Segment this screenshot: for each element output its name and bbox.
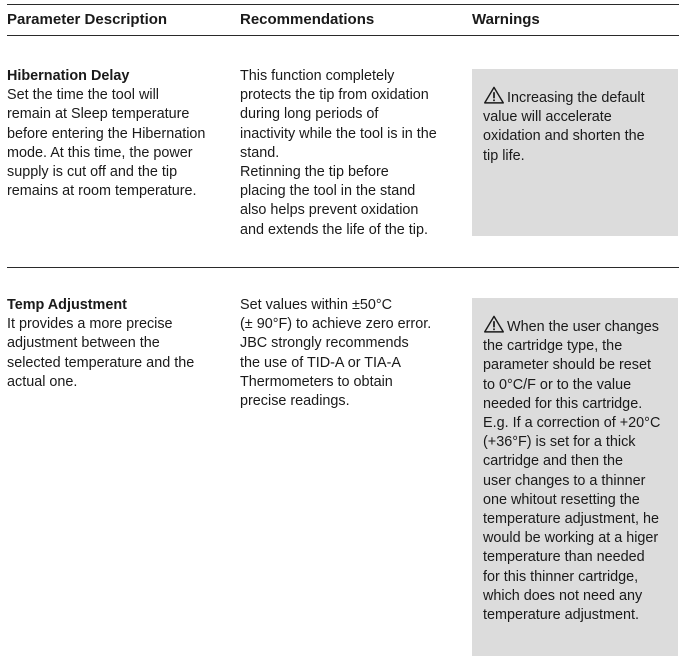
description-line: remain at Sleep temperature xyxy=(7,106,190,123)
description-line: mode. At this time, the power xyxy=(7,144,193,161)
warning-line: tip life. xyxy=(483,147,525,164)
warning-text xyxy=(483,86,645,166)
warning-line: oxidation and shorten the xyxy=(483,128,645,145)
recommendation-line: the use of TID-A or TIA-A xyxy=(240,354,402,371)
warning-line: would be working at a higer xyxy=(483,530,659,547)
recommendation-line: placing the tool in the stand xyxy=(240,183,416,200)
recommendation-line: and extends the life of the tip. xyxy=(240,221,429,238)
warning-line: cartridge and then the xyxy=(483,453,624,470)
warning-line: to 0°C/F or to the value xyxy=(483,376,632,393)
warning-line: temperature adjustment, he xyxy=(483,511,659,528)
recommendation-line: JBC strongly recommends xyxy=(240,335,409,352)
warning-line: for this thinner cartridge, xyxy=(483,568,639,585)
warning-line: temperature adjustment. xyxy=(483,607,639,624)
recommendation-line: protects the tip from oxidation xyxy=(240,87,429,104)
recommendation-line: also helps prevent oxidation xyxy=(240,202,419,219)
recommendation-line: Retinning the tip before xyxy=(240,164,389,181)
row-divider-rule xyxy=(7,267,679,268)
warning-line: (+36°F) is set for a thick xyxy=(483,434,636,451)
warning-line: Increasing the default xyxy=(483,86,645,108)
header-warnings: Warnings xyxy=(472,11,540,28)
header-recommendations: Recommendations xyxy=(240,11,375,28)
recommendation-line: Thermometers to obtain xyxy=(240,373,393,390)
description-line: It provides a more precise xyxy=(7,316,173,333)
description-line: before entering the Hibernation xyxy=(7,125,206,142)
header-bottom-rule xyxy=(7,35,679,36)
description-line: Set the time the tool will xyxy=(7,87,159,104)
warning-line: the cartridge type, the xyxy=(483,338,623,355)
warning-line: one whitout resetting the xyxy=(483,491,640,508)
warning-line: value will accelerate xyxy=(483,109,612,126)
warning-box-hibernation xyxy=(472,69,678,236)
recommendation-line: (± 90°F) to achieve zero error. xyxy=(240,316,432,333)
row-hibernation-recommendations xyxy=(240,67,437,240)
description-line: supply is cut off and the tip xyxy=(7,164,178,181)
warning-line: temperature than needed xyxy=(483,549,645,566)
warning-box-temp-adjustment xyxy=(472,298,678,656)
warning-line: which does not need any xyxy=(483,587,643,604)
warning-line: When the user changes xyxy=(483,315,660,337)
row-temp-adjustment-description xyxy=(7,296,194,392)
warning-triangle-icon xyxy=(483,315,505,333)
parameter-title: Temp Adjustment xyxy=(7,297,127,313)
warning-text xyxy=(483,315,660,625)
recommendation-line: This function completely xyxy=(240,68,395,84)
table-top-rule xyxy=(7,4,679,5)
row-hibernation-description xyxy=(7,67,205,201)
recommendation-line: during long periods of xyxy=(240,106,379,123)
description-line: remains at room temperature. xyxy=(7,183,197,200)
recommendation-line: inactivity while the tool is in the xyxy=(240,125,437,142)
warning-line: user changes to a thinner xyxy=(483,472,646,489)
recommendation-line: precise readings. xyxy=(240,393,350,410)
description-line: adjustment between the xyxy=(7,335,160,352)
warning-line: needed for this cartridge. xyxy=(483,395,643,412)
recommendation-line: stand. xyxy=(240,144,280,161)
row-temp-adjustment-recommendations xyxy=(240,296,431,411)
recommendation-line: Set values within ±50°C xyxy=(240,297,393,313)
header-parameter-description: Parameter Description xyxy=(7,11,168,28)
warning-line: parameter should be reset xyxy=(483,357,651,374)
description-line: actual one. xyxy=(7,373,78,390)
parameter-title: Hibernation Delay xyxy=(7,68,130,84)
warning-triangle-icon xyxy=(483,86,505,104)
warning-line: E.g. If a correction of +20°C xyxy=(483,415,661,432)
description-line: selected temperature and the xyxy=(7,354,195,371)
